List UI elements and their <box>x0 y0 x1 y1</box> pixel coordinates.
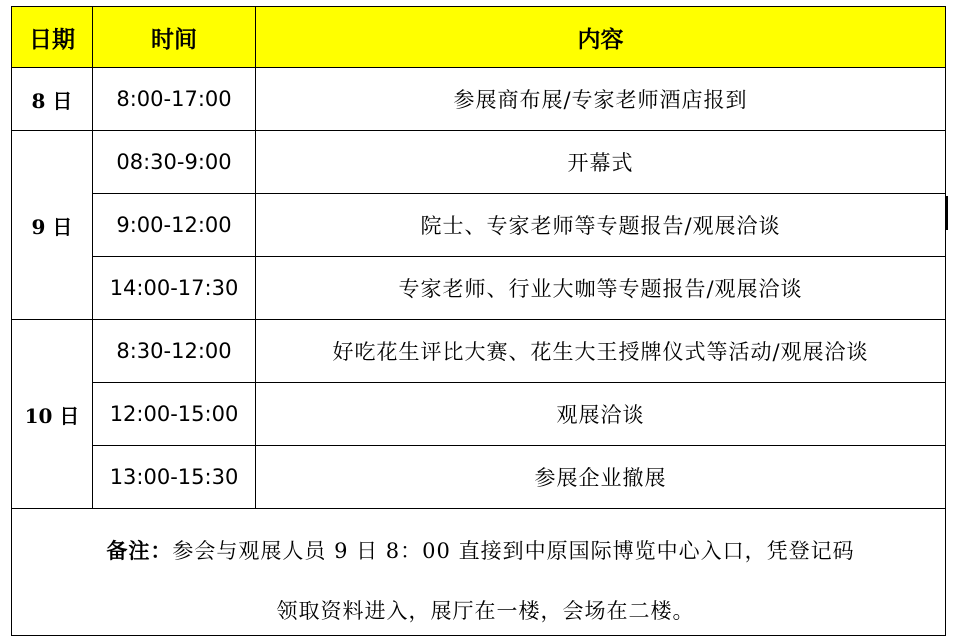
time-cell: 08:30-9:00 <box>93 131 256 194</box>
note-label: 备注： <box>106 538 173 563</box>
content-cell: 观展洽谈 <box>256 383 946 446</box>
header-time: 时间 <box>93 7 256 68</box>
header-content: 内容 <box>256 7 946 68</box>
header-date: 日期 <box>12 7 93 68</box>
note-row <box>12 509 946 636</box>
content-cell: 参展商布展/专家老师酒店报到 <box>256 68 946 131</box>
content-cell: 开幕式 <box>256 131 946 194</box>
content-cell: 参展企业撤展 <box>256 446 946 509</box>
schedule-table <box>11 6 946 636</box>
note-cell <box>12 509 946 636</box>
table-row <box>12 194 946 257</box>
table-row <box>12 320 946 383</box>
time-cell: 8:00-17:00 <box>93 68 256 131</box>
time-cell: 14:00-17:30 <box>93 257 256 320</box>
time-cell: 9:00-12:00 <box>93 194 256 257</box>
note-text-1: 参会与观展人员 9 日 8：00 直接到中原国际博览中心入口，凭登记码 <box>172 539 855 563</box>
time-cell: 8:30-12:00 <box>93 320 256 383</box>
time-cell: 13:00-15:30 <box>93 446 256 509</box>
note-text-2: 领取资料进入，展厅在一楼，会场在二楼。 <box>276 599 695 623</box>
text-cursor-mark <box>946 196 948 230</box>
table-row <box>12 446 946 509</box>
content-cell: 好吃花生评比大赛、花生大王授牌仪式等活动/观展洽谈 <box>256 320 946 383</box>
note-line-1 <box>16 535 945 565</box>
date-cell-day-10: 10 日 <box>12 320 93 509</box>
table-header-row <box>12 7 946 68</box>
table-row <box>12 68 946 131</box>
table-row <box>12 257 946 320</box>
table-row <box>12 383 946 446</box>
content-cell: 院士、专家老师等专题报告/观展洽谈 <box>256 194 946 257</box>
date-cell-day-8: 8 日 <box>12 68 93 131</box>
time-cell: 12:00-15:00 <box>93 383 256 446</box>
date-cell-day-9: 9 日 <box>12 131 93 320</box>
content-cell: 专家老师、行业大咖等专题报告/观展洽谈 <box>256 257 946 320</box>
table-row <box>12 131 946 194</box>
